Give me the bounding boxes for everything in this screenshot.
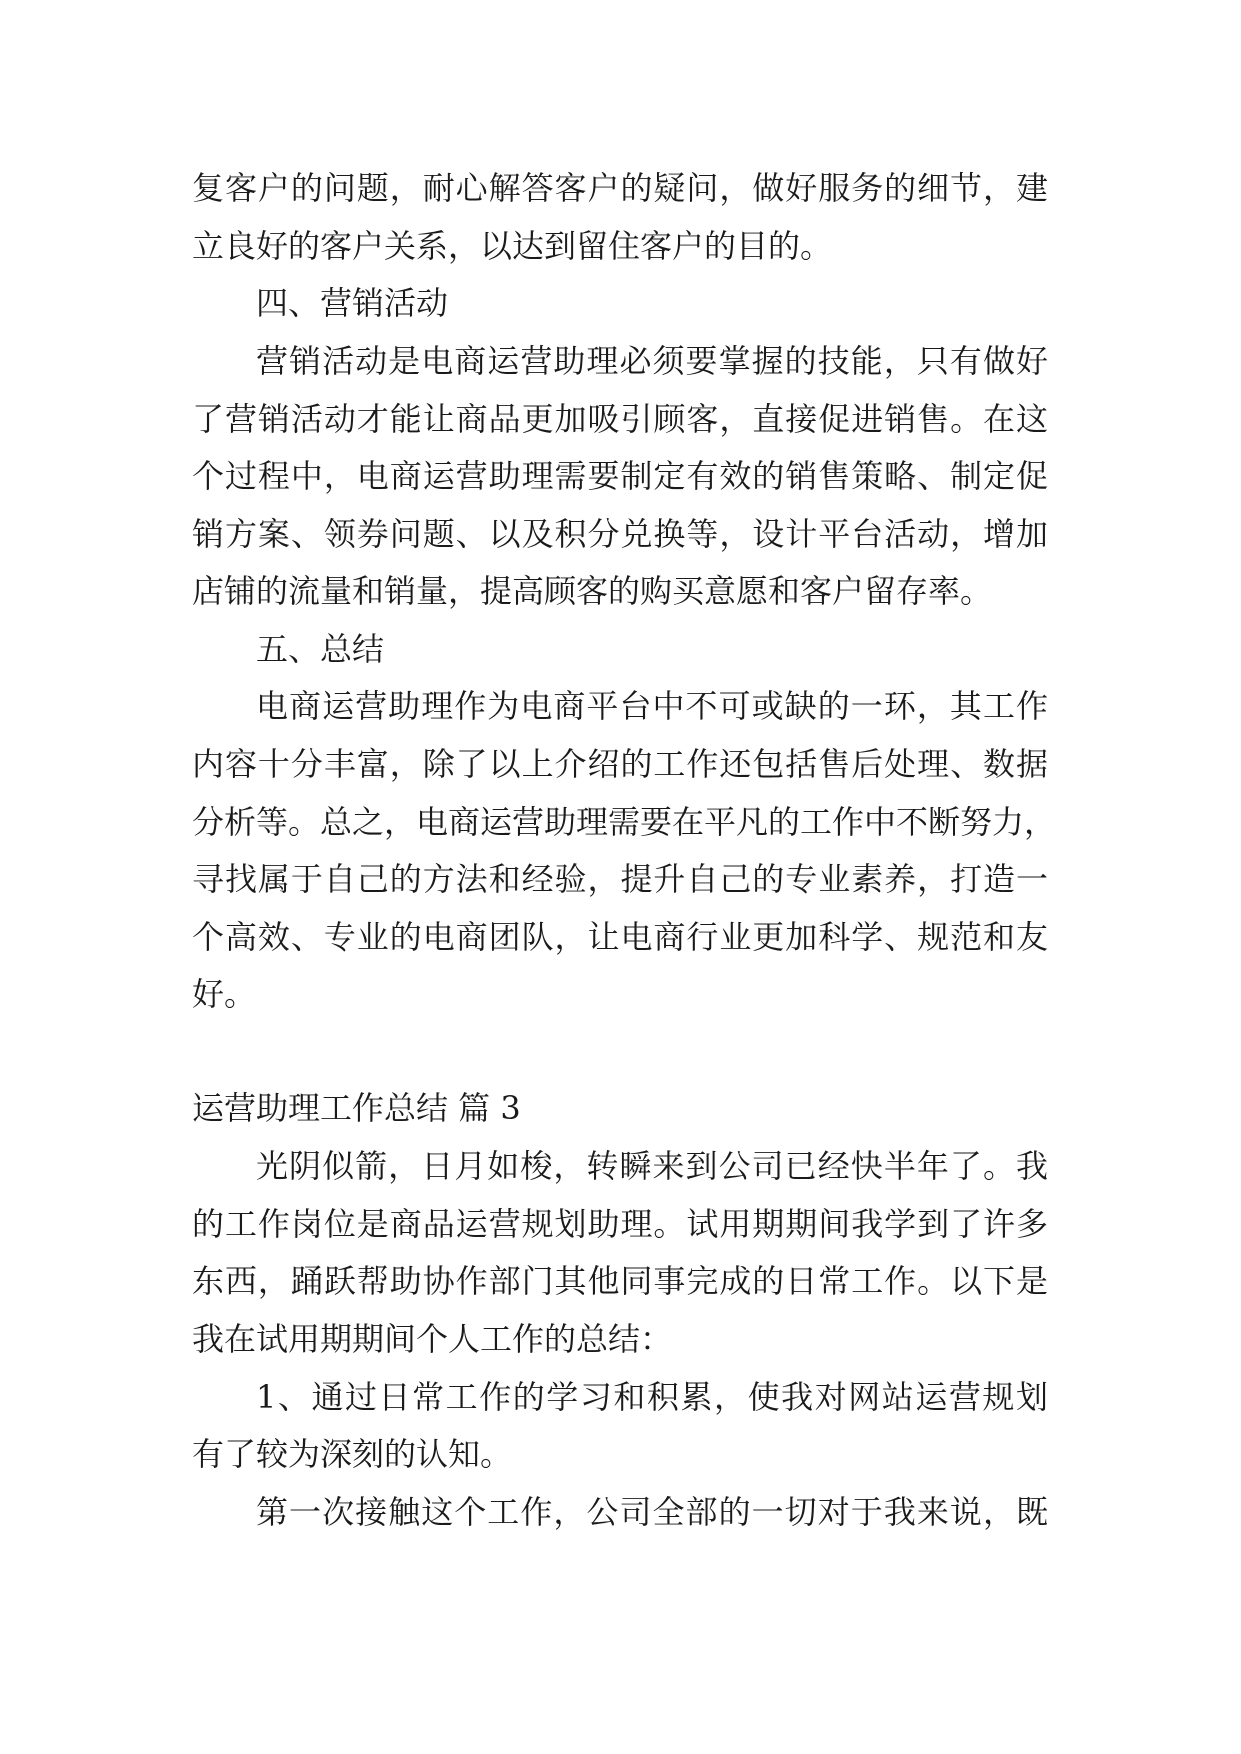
text-line: 个高效、专业的电商团队，让电商行业更加科学、规范和友 — [192, 918, 1048, 956]
text-line: 我在试用期期间个人工作的总结： — [192, 1320, 673, 1358]
text-line: 营销活动是电商运营助理必须要掌握的技能，只有做好 — [256, 342, 1048, 380]
text-line: 立良好的客户关系，以达到留住客户的目的。 — [192, 227, 833, 265]
text-line: 好。 — [192, 975, 257, 1013]
text-line: 销方案、领券问题、以及积分兑换等，设计平台活动，增加 — [192, 515, 1048, 553]
text-line: 1、通过日常工作的学习和积累，使我对网站运营规划 — [256, 1378, 1048, 1416]
text-line: 店铺的流量和销量，提高顾客的购买意愿和客户留存率。 — [192, 572, 993, 610]
text-line: 第一次接触这个工作，公司全部的一切对于我来说，既 — [256, 1493, 1048, 1531]
text-line: 分析等。总之，电商运营助理需要在平凡的工作中不断努力， — [192, 803, 1057, 841]
text-line: 东西，踊跃帮助协作部门其他同事完成的日常工作。以下是 — [192, 1262, 1048, 1300]
section-heading: 四、营销活动 — [256, 284, 449, 322]
article-title: 运营助理工作总结 篇 3 — [192, 1089, 521, 1127]
text-line: 光阴似箭，日月如梭，转瞬来到公司已经快半年了。我 — [256, 1147, 1048, 1185]
section-heading: 五、总结 — [256, 630, 385, 668]
text-line: 内容十分丰富，除了以上介绍的工作还包括售后处理、数据 — [192, 745, 1048, 783]
text-line: 的工作岗位是商品运营规划助理。试用期期间我学到了许多 — [192, 1205, 1048, 1243]
text-line: 复客户的问题，耐心解答客户的疑问，做好服务的细节，建 — [192, 169, 1048, 207]
text-line: 个过程中，电商运营助理需要制定有效的销售策略、制定促 — [192, 457, 1048, 495]
text-line: 电商运营助理作为电商平台中不可或缺的一环，其工作 — [256, 687, 1048, 725]
text-line: 有了较为深刻的认知。 — [192, 1435, 513, 1473]
text-line: 了营销活动才能让商品更加吸引顾客，直接促进销售。在这 — [192, 400, 1048, 438]
text-line: 寻找属于自己的方法和经验，提升自己的专业素养，打造一 — [192, 860, 1048, 898]
